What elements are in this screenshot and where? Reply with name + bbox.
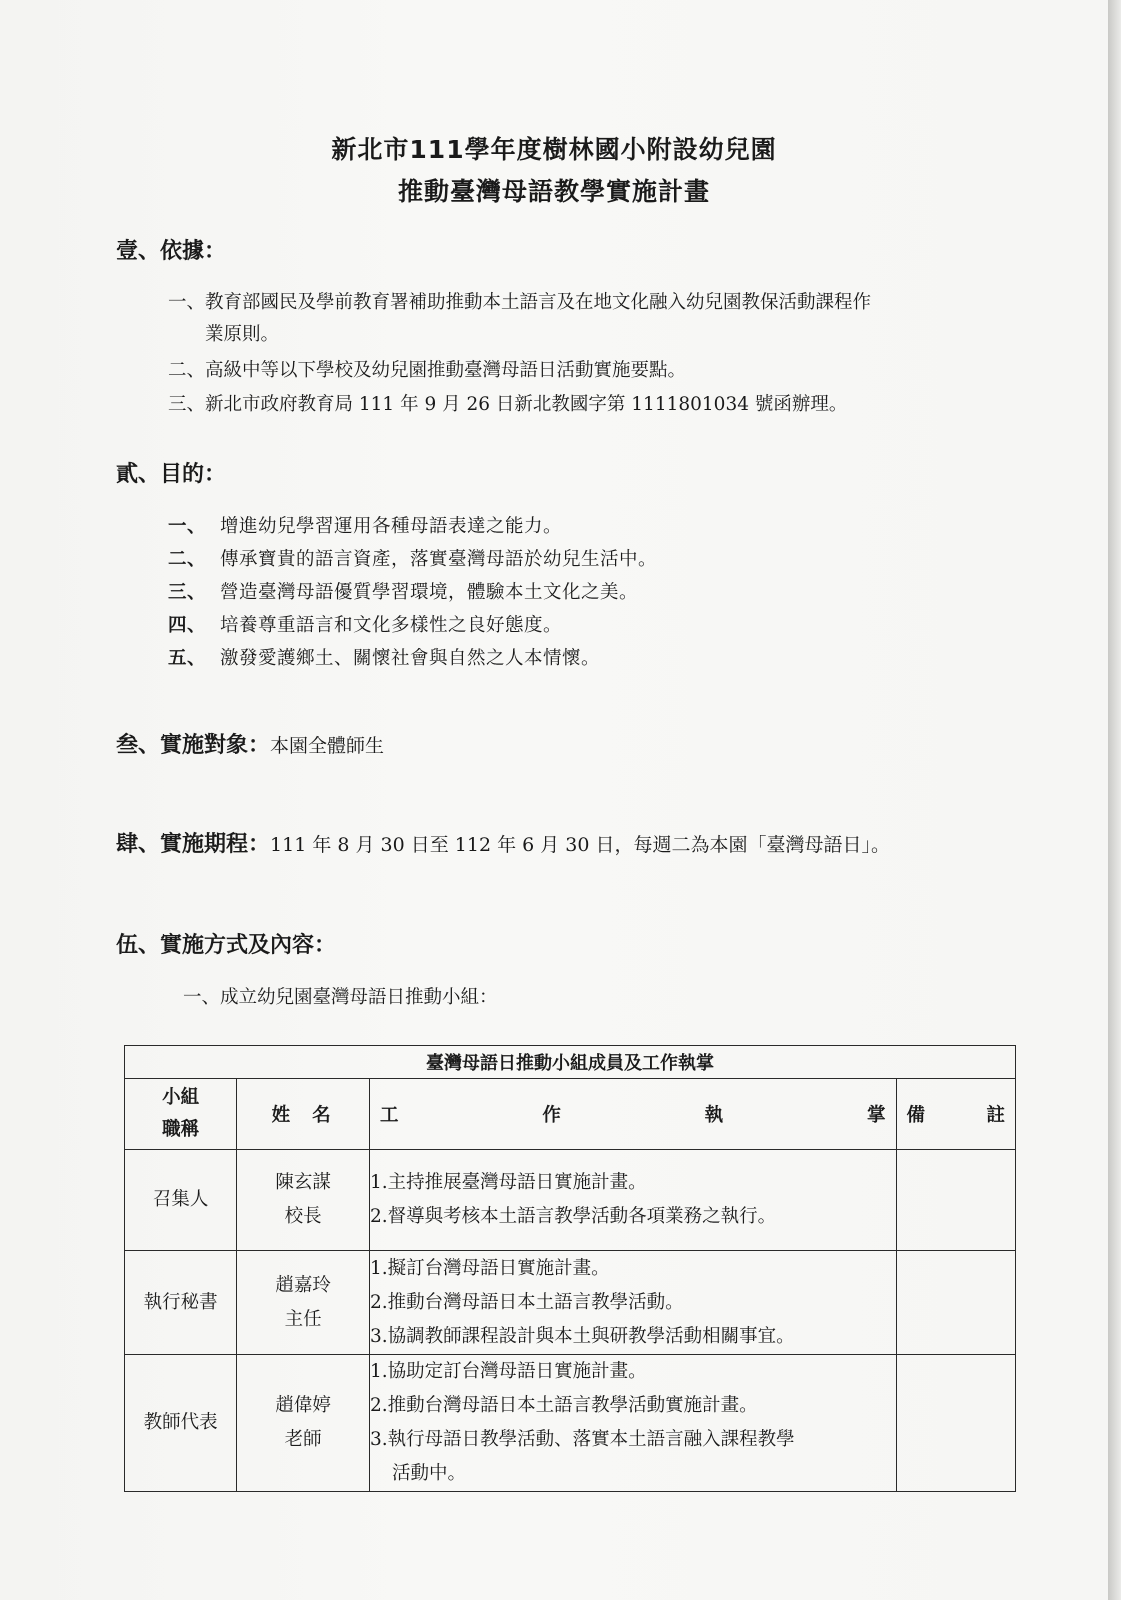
purpose-item-2-text: 傳承寶貴的語言資產，落實臺灣母語於幼兒生活中。 xyxy=(220,549,658,570)
section-method-heading: 伍、實施方式及內容： xyxy=(116,933,337,958)
basis-item-2: 二、高級中等以下學校及幼兒園推動臺灣母語日活動實施要點。 xyxy=(168,360,687,381)
duty-line: 2.督導與考核本土語言教學活動各項業務之執行。 xyxy=(370,1206,777,1227)
header-name-text: 姓名 xyxy=(271,1105,353,1126)
header-duty xyxy=(370,1079,897,1150)
duty-line: 2.推動台灣母語日本土語言教學活動實施計畫。 xyxy=(370,1395,758,1416)
target-label: 叁、實施對象： xyxy=(116,733,271,758)
row-person-title: 主任 xyxy=(284,1308,322,1330)
purpose-item-1-text: 增進幼兒學習運用各種母語表達之能力。 xyxy=(220,516,563,537)
purpose-item-2-num: 二、 xyxy=(168,549,207,570)
header-note-char-2: 註 xyxy=(986,1105,1005,1126)
duty-line: 1.擬訂台灣母語日實施計畫。 xyxy=(370,1257,610,1279)
table-row xyxy=(125,1150,1016,1251)
row-note xyxy=(896,1355,1016,1492)
page-edge xyxy=(1108,0,1121,1600)
section-purpose-heading: 貳、目的： xyxy=(116,462,227,487)
purpose-item-2 xyxy=(168,545,657,571)
duty-line: 3.執行母語日教學活動、落實本土語言融入課程教學 xyxy=(370,1429,795,1450)
row-duties xyxy=(370,1251,897,1355)
row-role: 召集人 xyxy=(125,1150,237,1251)
duty-line: 活動中。 xyxy=(392,1463,467,1484)
purpose-item-3-text: 營造臺灣母語優質學習環境，體驗本土文化之美。 xyxy=(220,582,639,603)
section-target-heading xyxy=(116,728,384,759)
header-role xyxy=(125,1079,237,1150)
duty-line: 1.主持推展臺灣母語日實施計畫。 xyxy=(370,1172,647,1193)
row-name xyxy=(237,1355,370,1492)
header-role-line1: 小組 xyxy=(162,1087,200,1108)
purpose-item-1 xyxy=(168,512,562,538)
table-header-row xyxy=(125,1079,1016,1150)
header-note xyxy=(896,1079,1016,1150)
header-duty-char-3: 執 xyxy=(704,1105,724,1126)
row-role: 教師代表 xyxy=(125,1355,237,1492)
purpose-item-5-text: 激發愛護鄉土、關懷社會與自然之人本情懷。 xyxy=(220,648,601,669)
purpose-item-3-num: 三、 xyxy=(168,582,207,603)
row-person-title: 老師 xyxy=(284,1429,322,1450)
purpose-item-4-num: 四、 xyxy=(168,615,207,636)
purpose-item-4-text: 培養尊重語言和文化多樣性之良好態度。 xyxy=(220,615,563,636)
header-note-char-1: 備 xyxy=(906,1105,926,1126)
document-title-line2: 推動臺灣母語教學實施計畫 xyxy=(397,177,710,206)
purpose-item-5-num: 五、 xyxy=(168,648,207,669)
header-duty-char-2: 作 xyxy=(542,1105,561,1126)
row-person-name: 趙嘉玲 xyxy=(275,1274,331,1296)
table-caption xyxy=(125,1046,1016,1079)
table-row xyxy=(125,1355,1016,1492)
duty-line: 2.推動台灣母語日本土語言教學活動。 xyxy=(370,1291,684,1313)
row-name xyxy=(237,1251,370,1355)
row-role: 執行秘書 xyxy=(125,1251,237,1355)
purpose-item-3 xyxy=(168,578,638,604)
row-person-name: 趙偉婷 xyxy=(275,1395,331,1416)
purpose-item-5 xyxy=(168,644,600,670)
row-person-name: 陳玄謀 xyxy=(275,1172,331,1193)
method-sub-item-1: 一、成立幼兒園臺灣母語日推動小組： xyxy=(183,987,498,1008)
row-duties xyxy=(370,1355,897,1492)
header-duty-char-4: 掌 xyxy=(866,1105,886,1126)
row-person-title: 校長 xyxy=(284,1206,322,1227)
duty-line: 1.協助定訂台灣母語日實施計畫。 xyxy=(370,1361,647,1382)
committee-table xyxy=(124,1045,1016,1492)
target-value: 本園全體師生 xyxy=(270,735,385,757)
section-basis-heading: 壹、依據： xyxy=(116,239,227,264)
header-duty-char-1: 工 xyxy=(380,1105,399,1126)
document-title-line1: 新北市111學年度樹林國小附設幼兒園 xyxy=(331,135,777,164)
table-row xyxy=(125,1251,1016,1355)
header-role-line2: 職稱 xyxy=(162,1119,200,1140)
duty-line: 3.協調教師課程設計與本土與研教學活動相關事宜。 xyxy=(370,1325,795,1347)
purpose-item-1-num: 一、 xyxy=(168,516,207,537)
purpose-item-4 xyxy=(168,611,562,637)
row-name xyxy=(237,1150,370,1251)
basis-item-3: 三、新北市政府教育局 111 年 9 月 26 日新北教國字第 1111801034 號函辦理。 xyxy=(168,394,848,415)
schedule-value: 111 年 8 月 30 日至 112 年 6 月 30 日，每週二為本園「臺灣母語日」。 xyxy=(270,834,891,856)
schedule-label: 肆、實施期程： xyxy=(116,832,271,857)
basis-item-1: 一、教育部國民及學前教育署補助推動本土語言及在地文化融入幼兒園教保活動課程作 xyxy=(168,292,872,313)
row-note xyxy=(896,1150,1016,1251)
row-note xyxy=(896,1251,1016,1355)
table-caption-text: 臺灣母語日推動小組成員及工作執掌 xyxy=(426,1053,714,1074)
header-name xyxy=(237,1079,370,1150)
section-schedule-heading xyxy=(116,827,890,858)
basis-item-1-cont: 業原則。 xyxy=(205,324,280,345)
row-duties xyxy=(370,1150,897,1251)
